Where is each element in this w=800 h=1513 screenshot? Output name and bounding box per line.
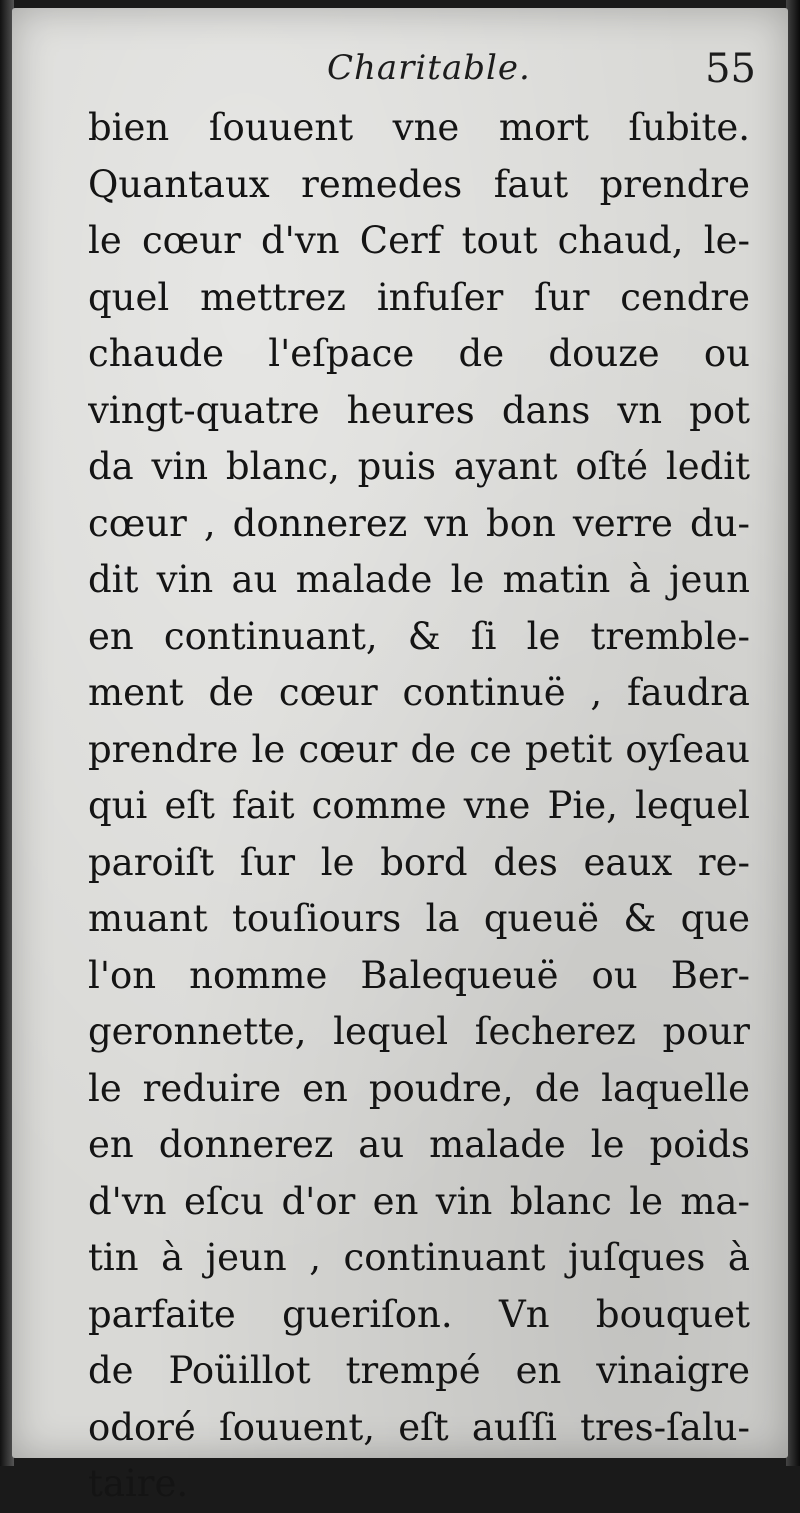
body-text: [88, 100, 750, 1505]
text-line: en donnerez au malade le poids: [88, 1123, 750, 1166]
text-line: l'on nomme Balequeuë ou Ber-: [88, 953, 750, 997]
page-right-edge-shadow: [786, 0, 800, 1466]
text-line: qui eſt fait comme vne Pie, lequel: [88, 784, 750, 827]
text-line: en continuant, & ſi le tremble-: [88, 614, 750, 658]
text-line: Quantaux remedes faut prendre: [88, 162, 750, 206]
text-line: taire.: [88, 1462, 189, 1505]
text-line: odoré ſouuent, eſt auſſi tres-ſalu-: [88, 1405, 750, 1449]
text-line: paroiſt ſur le bord des eaux re-: [88, 840, 750, 884]
text-line: cœur , donnerez vn bon verre du-: [88, 501, 750, 545]
text-line: le cœur d'vn Cerf tout chaud, le-: [88, 219, 750, 262]
text-line: vingt-quatre heures dans vn pot: [88, 388, 750, 432]
text-line: d'vn eſcu d'or en vin blanc le ma-: [88, 1179, 750, 1223]
text-line: de Poüillot trempé en vinaigre: [88, 1349, 750, 1392]
text-line: ment de cœur continuë , faudra: [88, 671, 750, 714]
text-line: chaude l'eſpace de douze ou: [88, 332, 750, 375]
text-line: parfaite gueriſon. Vn bouquet: [88, 1292, 750, 1336]
text-line: dit vin au malade le matin à jeun: [88, 558, 750, 601]
text-line: tin à jeun , continuant juſques à: [88, 1236, 750, 1279]
book-page: [12, 8, 788, 1505]
text-line: bien ſouuent vne mort ſubite.: [88, 106, 750, 149]
page-number: 55: [705, 46, 756, 92]
text-line: quel mettrez infuſer ſur cendre: [88, 275, 750, 319]
text-line: le reduire en poudre, de laquelle: [88, 1066, 750, 1110]
text-line: prendre le cœur de ce petit oyſeau: [88, 727, 750, 771]
running-title: Charitable.: [327, 48, 531, 88]
text-line: muant touſiours la queuë & que: [88, 897, 750, 940]
text-line: geronnette, lequel ſecherez pour: [88, 1010, 750, 1053]
text-line: da vin blanc, puis ayant oſté ledit: [88, 445, 750, 488]
page-header: [82, 38, 762, 98]
